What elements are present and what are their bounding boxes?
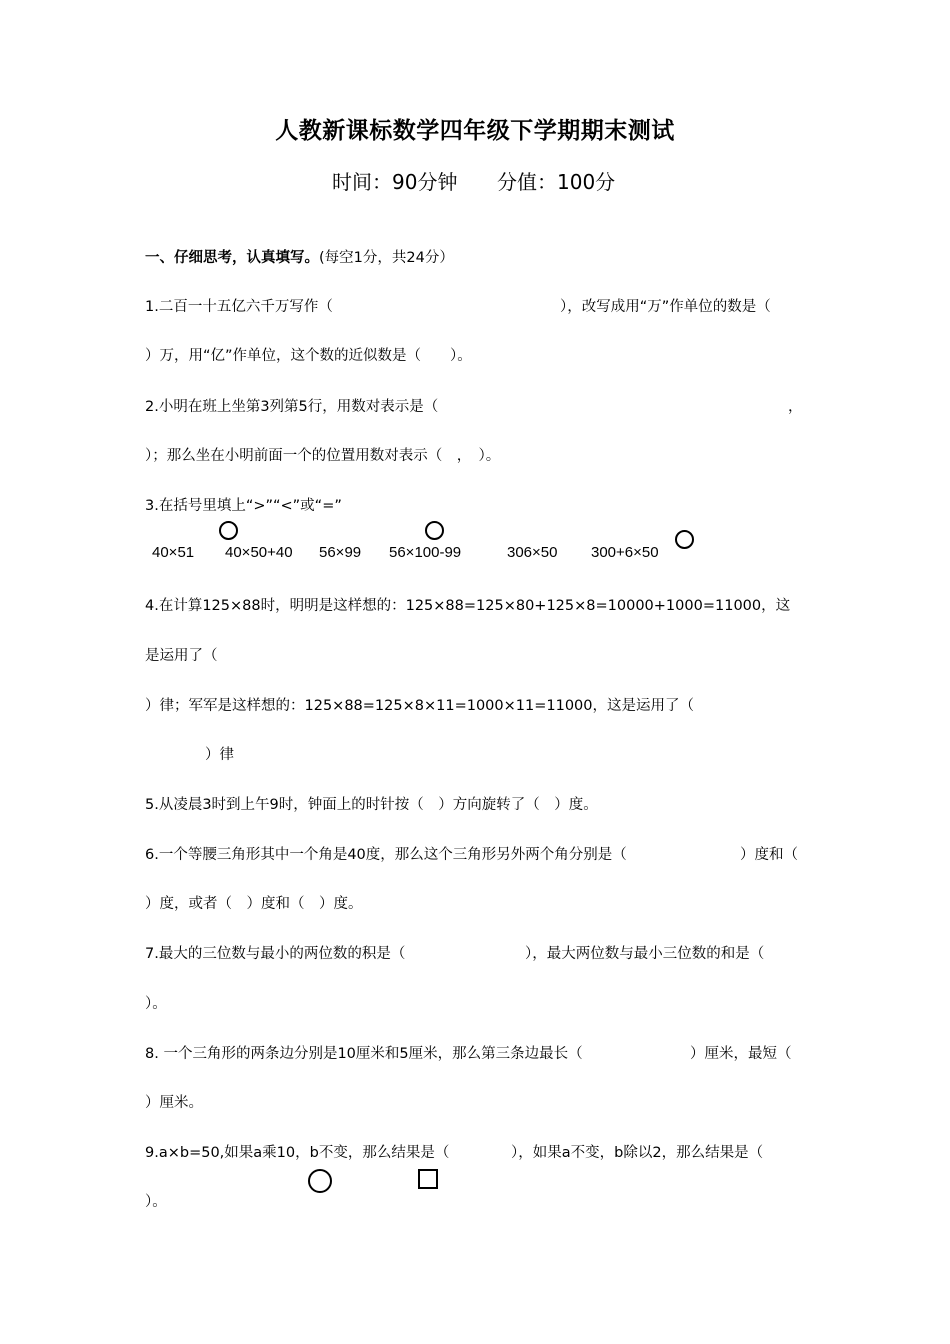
- q7-line1a: 7.最大的三位数与最小的两位数的积是（: [145, 946, 406, 962]
- q3-expr-6: 300+6×50: [591, 544, 659, 561]
- section-heading-note: (每空1分，共24分）: [319, 250, 454, 266]
- q7-line2: ）。: [145, 996, 167, 1012]
- q6-line2: ）度，或者（ ）度和（ ）度。: [145, 896, 363, 912]
- q1-line1a: 1.二百一十五亿六千万写作（: [145, 299, 333, 315]
- q3-expr-2: 40×50+40: [225, 544, 293, 561]
- answer-circle-icon: [219, 521, 238, 540]
- q7-line1b: ），最大两位数与最小三位数的和是（: [525, 946, 765, 962]
- exam-time: 时间：90分钟: [332, 170, 458, 194]
- q5-line1: 5.从凌晨3时到上午9时，钟面上的时针按（ ）方向旋转了（ ）度。: [145, 797, 598, 813]
- q9-line1a: 9.a×b=50,如果a乘10，b不变，那么结果是（: [145, 1145, 450, 1161]
- circle-symbol-icon: [308, 1169, 332, 1193]
- q3-expr-3: 56×99: [319, 544, 362, 561]
- q3-expr-1: 40×51: [152, 544, 195, 561]
- q3-expr-4: 56×100-99: [389, 544, 462, 561]
- q9-line2: ）。: [145, 1194, 167, 1210]
- answer-circle-icon: [675, 530, 694, 549]
- q8-line2: ）厘米。: [145, 1095, 203, 1111]
- q2-line1b: ，: [788, 399, 803, 415]
- q8-line1b: ）厘米，最短（: [690, 1046, 792, 1062]
- q1-line2: ）万，用“亿”作单位，这个数的近似数是（ ）。: [145, 348, 472, 364]
- q4-line1: 4.在计算125×88时，明明是这样想的：125×88=125×80+125×8=10000+1000=11000，这: [145, 598, 791, 614]
- q4-line4: ）律: [205, 747, 234, 763]
- exam-score: 分值：100分: [497, 170, 616, 194]
- section-heading: [145, 246, 454, 267]
- q1-line1b: ），改写成用“万”作单位的数是（: [560, 299, 771, 315]
- page-title: 人教新课标数学四年级下学期期末测试: [275, 118, 675, 144]
- q9-line1b: ），如果a不变，b除以2，那么结果是（: [511, 1145, 764, 1161]
- q2-line2: ）；那么坐在小明前面一个的位置用数对表示（ ， ）。: [145, 448, 501, 464]
- q6-line1a: 6.一个等腰三角形其中一个角是40度，那么这个三角形另外两个角分别是（: [145, 847, 627, 863]
- square-symbol-icon: [418, 1169, 438, 1189]
- q4-line3: ）律；军军是这样想的：125×88=125×8×11=1000×11=11000，这是运用了（: [145, 698, 695, 714]
- q3-expr-5: 306×50: [507, 544, 558, 561]
- q3-prompt: 3.在括号里填上“>”“<”或“=”: [145, 498, 342, 514]
- section-heading-bold: 一、仔细思考，认真填写。: [145, 250, 319, 266]
- q8-line1a: 8. 一个三角形的两条边分别是10厘米和5厘米，那么第三条边最长（: [145, 1046, 583, 1062]
- answer-circle-icon: [425, 521, 444, 540]
- q4-line2: 是运用了（: [145, 648, 218, 664]
- q6-line1b: ）度和（: [740, 847, 798, 863]
- q2-line1a: 2.小明在班上坐第3列第5行，用数对表示是（: [145, 399, 439, 415]
